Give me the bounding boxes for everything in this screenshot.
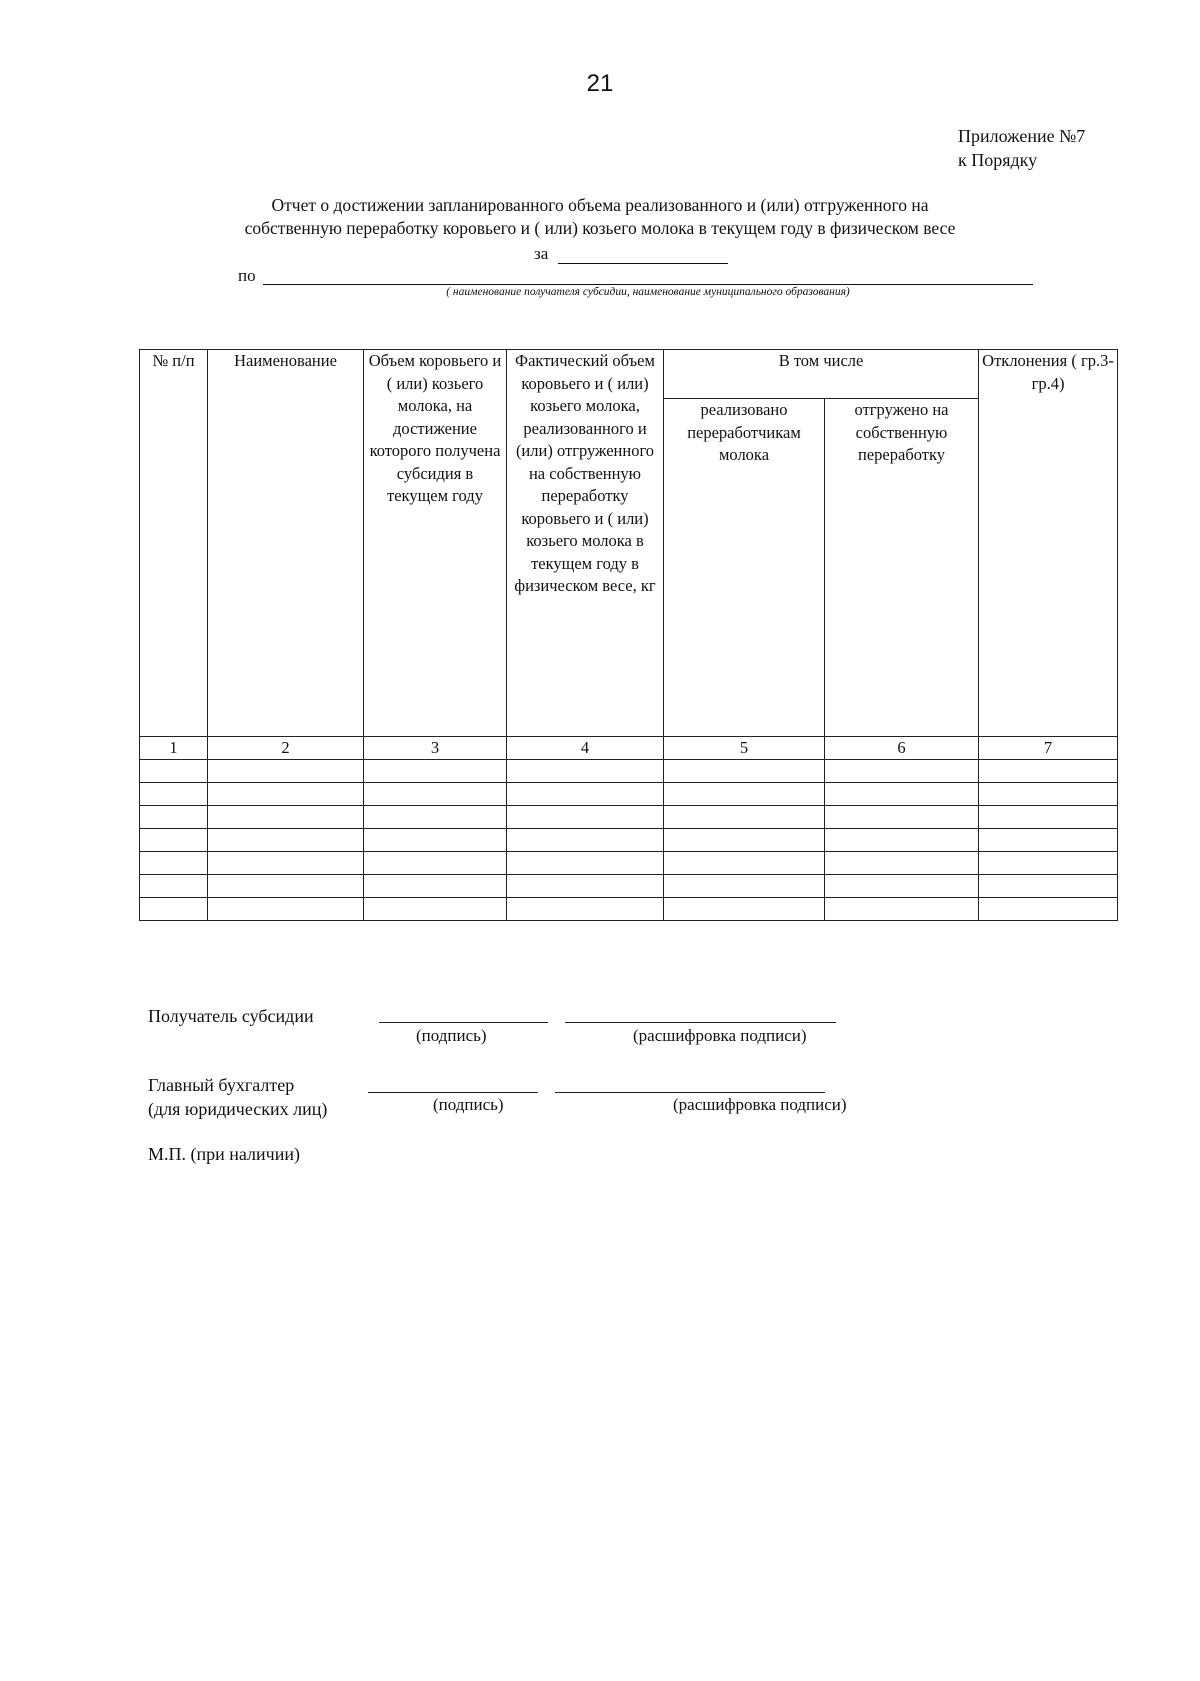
recipient-blank-line bbox=[263, 284, 1033, 285]
table-row bbox=[140, 806, 1118, 829]
period-blank-line bbox=[558, 247, 728, 264]
column-number: 6 bbox=[825, 737, 979, 760]
table-cell[interactable] bbox=[507, 875, 664, 898]
table-cell[interactable] bbox=[825, 783, 979, 806]
table-cell[interactable] bbox=[364, 806, 507, 829]
table-cell[interactable] bbox=[979, 806, 1118, 829]
report-title bbox=[150, 194, 1050, 240]
period-label: за bbox=[534, 244, 549, 263]
table-cell[interactable] bbox=[364, 829, 507, 852]
header-actual-volume: Фактический объем коровьего и ( или) козьего молока, реализованного и (или) отгруженного на собственную переработку коровьего и ( или) козьего молока в текущем году в физическом весе, кг bbox=[507, 350, 664, 737]
table-cell[interactable] bbox=[979, 875, 1118, 898]
table-cell[interactable] bbox=[979, 898, 1118, 921]
table-cell[interactable] bbox=[507, 783, 664, 806]
table-cell[interactable] bbox=[140, 783, 208, 806]
table-cell[interactable] bbox=[140, 852, 208, 875]
table-cell[interactable] bbox=[664, 829, 825, 852]
table-cell[interactable] bbox=[507, 829, 664, 852]
accountant-label-line-1: Главный бухгалтер bbox=[148, 1075, 295, 1095]
accountant-signature-line[interactable] bbox=[368, 1092, 538, 1093]
table-cell[interactable] bbox=[825, 806, 979, 829]
table-cell[interactable] bbox=[208, 783, 364, 806]
table-cell[interactable] bbox=[664, 806, 825, 829]
table-row bbox=[140, 783, 1118, 806]
header-including: В том числе bbox=[664, 350, 979, 399]
table-cell[interactable] bbox=[140, 875, 208, 898]
table-cell[interactable] bbox=[825, 829, 979, 852]
report-table bbox=[139, 349, 1118, 921]
table-cell[interactable] bbox=[979, 760, 1118, 783]
recipient-signature-label: Получатель субсидии bbox=[148, 1006, 314, 1026]
header-shipped-own-processing: отгружено на собственную переработку bbox=[825, 399, 979, 737]
table-cell[interactable] bbox=[140, 760, 208, 783]
table-cell[interactable] bbox=[364, 875, 507, 898]
accountant-signature-caption: (подпись) bbox=[433, 1095, 504, 1114]
report-title-line-1: Отчет о достижении запланированного объема реализованного и (или) отгруженного на bbox=[271, 195, 929, 215]
table-cell[interactable] bbox=[507, 898, 664, 921]
recipient-decode-line[interactable] bbox=[565, 1022, 836, 1023]
page-number: 21 bbox=[586, 70, 614, 97]
column-numbers-row bbox=[140, 737, 1118, 760]
accountant-decode-caption: (расшифровка подписи) bbox=[673, 1095, 847, 1114]
column-number: 4 bbox=[507, 737, 664, 760]
header-sold-to-processors: реализовано переработчикам молока bbox=[664, 399, 825, 737]
table-cell[interactable] bbox=[979, 783, 1118, 806]
column-number: 3 bbox=[364, 737, 507, 760]
accountant-label-line-2: (для юридических лиц) bbox=[148, 1099, 328, 1119]
recipient-signature-caption: (подпись) bbox=[416, 1026, 487, 1045]
table-cell[interactable] bbox=[208, 898, 364, 921]
accountant-label bbox=[148, 1073, 327, 1121]
table-cell[interactable] bbox=[979, 829, 1118, 852]
recipient-label: по bbox=[238, 266, 256, 285]
report-title-line-2: собственную переработку коровьего и ( или) козьего молока в текущем году в физическом весе bbox=[244, 218, 956, 238]
table-cell[interactable] bbox=[507, 760, 664, 783]
appendix-line-2: к Порядку bbox=[958, 150, 1038, 170]
appendix-note bbox=[958, 124, 1085, 172]
table-cell[interactable] bbox=[825, 760, 979, 783]
period-row bbox=[534, 244, 728, 264]
table-cell[interactable] bbox=[364, 760, 507, 783]
table-row bbox=[140, 852, 1118, 875]
table-cell[interactable] bbox=[208, 806, 364, 829]
column-number: 2 bbox=[208, 737, 364, 760]
header-row bbox=[140, 350, 1118, 399]
table-cell[interactable] bbox=[825, 875, 979, 898]
table-cell[interactable] bbox=[364, 783, 507, 806]
table-cell[interactable] bbox=[979, 852, 1118, 875]
table-cell[interactable] bbox=[140, 806, 208, 829]
table-cell[interactable] bbox=[664, 898, 825, 921]
accountant-decode-line[interactable] bbox=[555, 1092, 825, 1093]
table-cell[interactable] bbox=[140, 829, 208, 852]
table-cell[interactable] bbox=[507, 852, 664, 875]
table-cell[interactable] bbox=[825, 852, 979, 875]
table-cell[interactable] bbox=[208, 760, 364, 783]
table-row bbox=[140, 760, 1118, 783]
table-cell[interactable] bbox=[208, 875, 364, 898]
table-cell[interactable] bbox=[507, 806, 664, 829]
table-row bbox=[140, 875, 1118, 898]
table-row bbox=[140, 829, 1118, 852]
column-number: 1 bbox=[140, 737, 208, 760]
table-cell[interactable] bbox=[664, 852, 825, 875]
table-row bbox=[140, 898, 1118, 921]
table-cell[interactable] bbox=[208, 829, 364, 852]
table-cell[interactable] bbox=[664, 875, 825, 898]
table-cell[interactable] bbox=[364, 898, 507, 921]
table-cell[interactable] bbox=[208, 852, 364, 875]
header-number: № п/п bbox=[140, 350, 208, 737]
table-cell[interactable] bbox=[825, 898, 979, 921]
table-cell[interactable] bbox=[664, 760, 825, 783]
stamp-note: М.П. (при наличии) bbox=[148, 1144, 300, 1164]
recipient-decode-caption: (расшифровка подписи) bbox=[633, 1026, 807, 1045]
recipient-caption: ( наименование получателя субсидии, наименование муниципального образования) bbox=[446, 286, 850, 298]
table-cell[interactable] bbox=[664, 783, 825, 806]
header-name: Наименование bbox=[208, 350, 364, 737]
header-deviation: Отклонения ( гр.3-гр.4) bbox=[979, 350, 1118, 737]
recipient-signature-line[interactable] bbox=[379, 1022, 548, 1023]
table-cell[interactable] bbox=[364, 852, 507, 875]
appendix-line-1: Приложение №7 bbox=[958, 126, 1086, 146]
column-number: 7 bbox=[979, 737, 1118, 760]
header-planned-volume: Объем коровьего и ( или) козьего молока, на достижение которого получена субсидия в текущем году bbox=[364, 350, 507, 737]
column-number: 5 bbox=[664, 737, 825, 760]
table-cell[interactable] bbox=[140, 898, 208, 921]
